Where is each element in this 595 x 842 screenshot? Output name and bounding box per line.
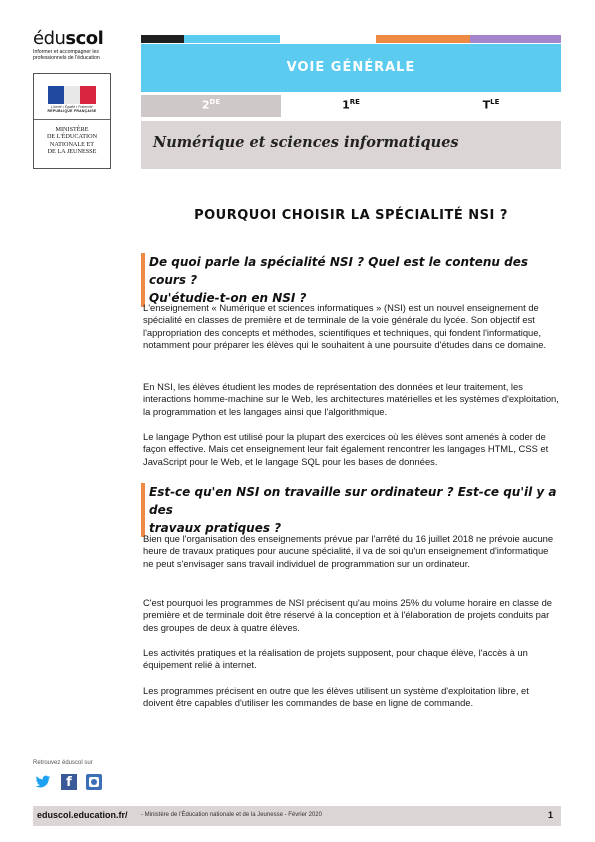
paragraph: Les programmes précisent en outre que les élèves utilisent un système d'exploitation libre, et doivent être capables d'utiliser les commandes de base en ligne de commande. <box>143 685 529 709</box>
follow-label: Retrouvez éduscol sur <box>33 760 93 766</box>
ministry-line: NATIONALE ET <box>49 140 95 148</box>
footer-bar <box>33 806 561 826</box>
republique-text: RÉPUBLIQUE FRANÇAISE <box>47 109 97 113</box>
footer-credit: - Ministère de l'Éducation nationale et de la Jeunesse - Février 2020 <box>141 812 322 818</box>
page-title: POURQUOI CHOISIR LA SPÉCIALITÉ NSI ? <box>194 208 508 223</box>
ministry-line: DE LA JEUNESSE <box>47 148 97 156</box>
facebook-icon[interactable]: f <box>61 774 77 790</box>
devise-text: Liberté • Égalité • Fraternité <box>51 105 93 109</box>
stripe-white <box>280 35 376 43</box>
ministry-block <box>33 73 111 169</box>
paragraph: En NSI, les élèves étudient les modes de représentation des données et leur traitement, les interactions homme-machine sur le Web, les architectures matérielles et les systèmes d'exploitation, la programmation et les langages ainsi que l'algorithmique. <box>143 381 559 417</box>
logo-wordmark <box>33 30 123 48</box>
logo-prefix: édu <box>33 28 66 49</box>
stripe-blue <box>184 35 280 43</box>
marianne-logo <box>44 86 100 112</box>
paragraph: L'enseignement « Numérique et sciences informatiques » (NSI) est un nouvel enseignement de spécialité en classes de première et de terminale de la voie générale du lycée. Son objectif est l'appropriation des concepts et méthodes, scientifiques et techniques, qui fondent l'informatique, notamment pour préparer les élèves qui le souhaitent à une poursuite d'études dans ce domaine. <box>143 302 547 350</box>
question-line: De quoi parle la spécialité NSI ? Quel est le contenu des cours ? <box>149 255 529 287</box>
eduscol-logo <box>33 30 123 61</box>
question-line: travaux pratiques ? <box>149 521 282 535</box>
question-heading-1 <box>141 253 561 307</box>
level-tabs <box>141 95 561 117</box>
dailymotion-icon[interactable] <box>86 774 102 790</box>
voie-banner <box>141 44 561 92</box>
page-number: 1 <box>547 810 553 820</box>
paragraph: Bien que l'organisation des enseignements prévue par l'arrêté du 16 juillet 2018 ne prévoie aucune heure de travaux pratiques pour aucune spécialité, il va de soi qu'un enseignement d'informatique ne peut s'envisager sans travail individuel de programmation sur un ordinateur. <box>143 533 554 569</box>
question-line: Est-ce qu'en NSI on travaille sur ordinateur ? Est-ce qu'il y a des <box>149 485 557 517</box>
voie-label: VOIE GÉNÉRALE <box>286 60 416 75</box>
paragraph: Le langage Python est utilisé pour la plupart des exercices où les élèves sont amenés à coder de façon effective. Mais cet enseignement leur fait également rencontrer les langages HTML, CSS et JavaScript pour le Web, et le langage SQL pour les bases de données. <box>143 431 549 467</box>
level-terminale: $T^{LE}$ <box>421 95 561 117</box>
subject-banner <box>141 121 561 169</box>
paragraph: C'est pourquoi les programmes de NSI précisent qu'au moins 25% du volume horaire en classe de première et de terminale doit être réservé à la conception et à l'élaboration de projets conduits par des groupes de deux à quatre élèves. <box>143 597 553 633</box>
level-seconde: 2DE <box>141 95 281 117</box>
ministry-divider <box>34 119 110 120</box>
subject-title: Numérique et sciences informatiques <box>153 134 459 151</box>
stripe-orange <box>376 35 470 43</box>
twitter-icon[interactable] <box>35 774 51 790</box>
ministry-line: MINISTÈRE <box>55 126 89 133</box>
ministry-name <box>34 126 110 156</box>
stripe-purple <box>470 35 561 43</box>
footer-site-link[interactable]: eduscol.education.fr/ <box>37 810 128 820</box>
stripe-black <box>141 35 184 43</box>
level-premiere: 1RE <box>281 95 421 117</box>
ministry-line: DE L'ÉDUCATION <box>46 133 98 141</box>
question-heading-2 <box>141 483 561 537</box>
question-line: Qu'étudie-t-on en NSI ? <box>149 291 307 305</box>
flag-icon <box>48 86 96 104</box>
logo-tagline: Informer et accompagner les professionnels de l'éducation <box>33 49 100 61</box>
paragraph: Les activités pratiques et la réalisation de projets supposent, pour chaque élève, l'accès à un équipement relié à internet. <box>143 647 528 671</box>
logo-suffix: scol <box>65 28 104 49</box>
